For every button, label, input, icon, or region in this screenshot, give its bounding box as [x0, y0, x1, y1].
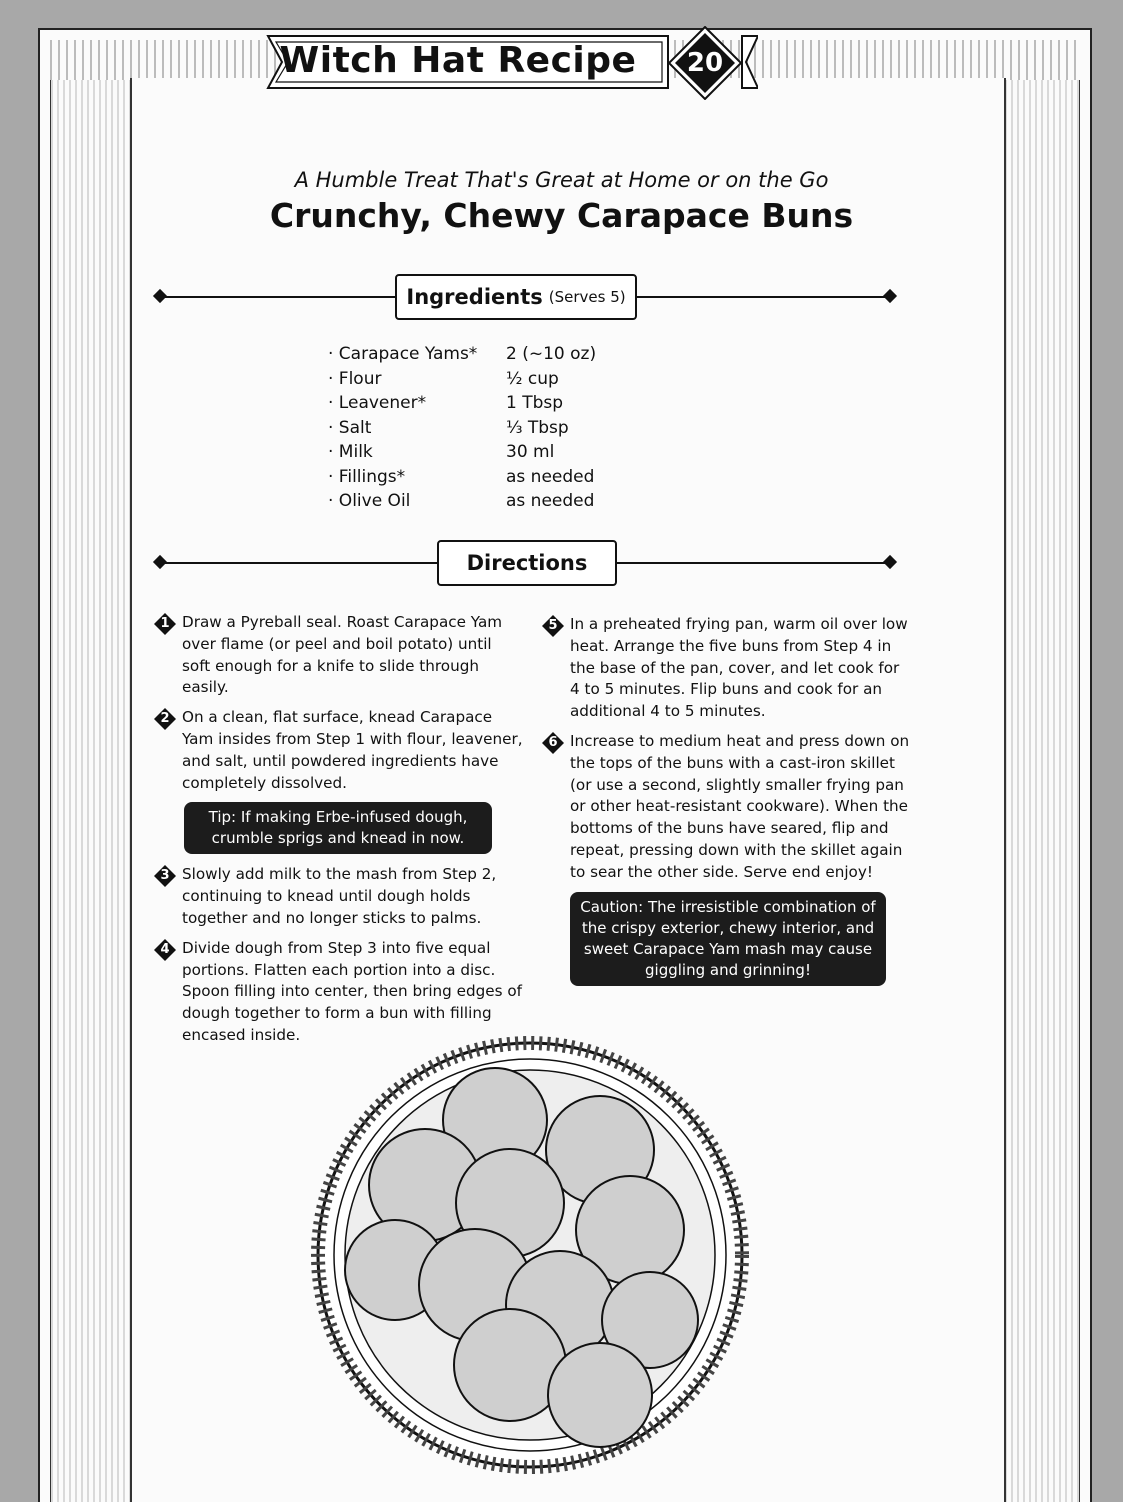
- step-number-badge: [542, 615, 564, 637]
- diamond-right-icon: [883, 555, 897, 569]
- directions-left-column: [152, 612, 524, 1055]
- ingredient-amount: 2 (~10 oz): [506, 344, 597, 364]
- recipe-banner: [238, 22, 758, 102]
- directions-header: [155, 540, 895, 586]
- directions-heading: Directions: [466, 551, 588, 575]
- ingredient-row: [328, 416, 648, 441]
- step-number-badge: [154, 708, 176, 730]
- recipe-subtitle: A Humble Treat That's Great at Home or on the Go: [294, 168, 829, 192]
- step-number: 4: [160, 941, 170, 957]
- ingredient-amount: ½ cup: [506, 368, 559, 389]
- tip-callout: Tip: If making Erbe-infused dough, crumble sprigs and knead in now.: [184, 802, 492, 854]
- step-number-badge: [154, 613, 176, 635]
- direction-step: [152, 707, 524, 794]
- step-text: Divide dough from Step 3 into five equal portions. Flatten each portion into a disc. Spoon filling into center, then bring edges of dough together to form a bun with filling encased inside.: [182, 938, 522, 1044]
- ingredient-amount: 1 Tbsp: [506, 393, 564, 413]
- directions-right-column: [540, 614, 912, 986]
- ingredients-list: [328, 342, 648, 514]
- step-number-badge: [154, 939, 176, 961]
- directions-label-box: [437, 540, 617, 586]
- ingredient-amount: as needed: [506, 466, 595, 487]
- ingredient-row: [328, 440, 648, 465]
- ingredient-name: · Salt: [328, 417, 372, 438]
- ingredient-name: · Olive Oil: [328, 491, 411, 511]
- recipe-number: 20: [686, 48, 724, 78]
- ingredient-row: [328, 465, 648, 490]
- direction-step: [152, 864, 524, 929]
- step-number: 2: [160, 711, 170, 727]
- ingredient-row: [328, 367, 648, 392]
- recipe-title: Crunchy, Chewy Carapace Buns: [269, 196, 854, 235]
- ingredients-label-box: [395, 274, 637, 320]
- recipe-number-badge: [668, 26, 742, 100]
- ingredient-name: · Flour: [328, 368, 382, 389]
- step-number-badge: [542, 732, 564, 754]
- direction-step: [540, 731, 912, 884]
- ingredient-name: · Milk: [328, 442, 373, 462]
- ingredients-header: [155, 274, 895, 320]
- caution-callout: Caution: The irresistible combination of the crispy exterior, chewy interior, and sweet Carapace Yam mash may cause giggling and grinning!: [570, 892, 886, 986]
- diamond-left-icon: [153, 555, 167, 569]
- direction-step: [152, 612, 524, 699]
- serves-label: (Serves 5): [548, 288, 626, 306]
- ingredient-row: [328, 391, 648, 416]
- basket-of-buns-illustration: [310, 1035, 750, 1475]
- step-text: On a clean, flat surface, knead Carapace Yam insides from Step 1 with flour, leavener, and salt, until powdered ingredients have completely dissolved.: [182, 708, 523, 792]
- diamond-left-icon: [153, 289, 167, 303]
- series-title: Witch Hat Recipe: [279, 40, 637, 81]
- ingredient-name: · Carapace Yams*: [328, 344, 478, 364]
- step-text: Increase to medium heat and press down on the tops of the buns with a cast-iron skillet (or use a second, slightly smaller frying pan or other heat-resistant cookware). When the bottoms of the buns have seared, flip and repeat, pressing down with the skillet again to sear the other side. Serve end enjoy!: [570, 731, 910, 881]
- ingredient-name: · Leavener*: [328, 393, 427, 413]
- direction-step: [152, 938, 524, 1047]
- step-text: Draw a Pyreball seal. Roast Carapace Yam over flame (or peel and boil potato) until soft enough for a knife to slide through easily.: [182, 613, 503, 697]
- ingredient-row: [328, 489, 648, 514]
- step-number: 6: [548, 734, 558, 750]
- diamond-right-icon: [883, 289, 897, 303]
- ingredients-heading: Ingredients: [406, 285, 543, 309]
- step-number: 1: [160, 616, 170, 631]
- ingredient-amount: 30 ml: [506, 442, 555, 462]
- step-number-badge: [154, 865, 176, 887]
- step-number: 5: [548, 618, 558, 633]
- step-text: Slowly add milk to the mash from Step 2, continuing to knead until dough holds together and no longer sticks to palms.: [182, 865, 497, 927]
- step-number: 3: [160, 868, 170, 884]
- direction-step: [540, 614, 912, 723]
- step-text: In a preheated frying pan, warm oil over low heat. Arrange the five buns from Step 4 in the base of the pan, cover, and let cook for 4 to 5 minutes. Flip buns and cook for an additional 4 to 5 minutes.: [570, 615, 908, 721]
- ingredient-amount: as needed: [506, 491, 595, 511]
- ingredient-row: [328, 342, 648, 367]
- ingredient-amount: ⅓ Tbsp: [506, 417, 569, 438]
- ingredient-name: · Fillings*: [328, 466, 406, 487]
